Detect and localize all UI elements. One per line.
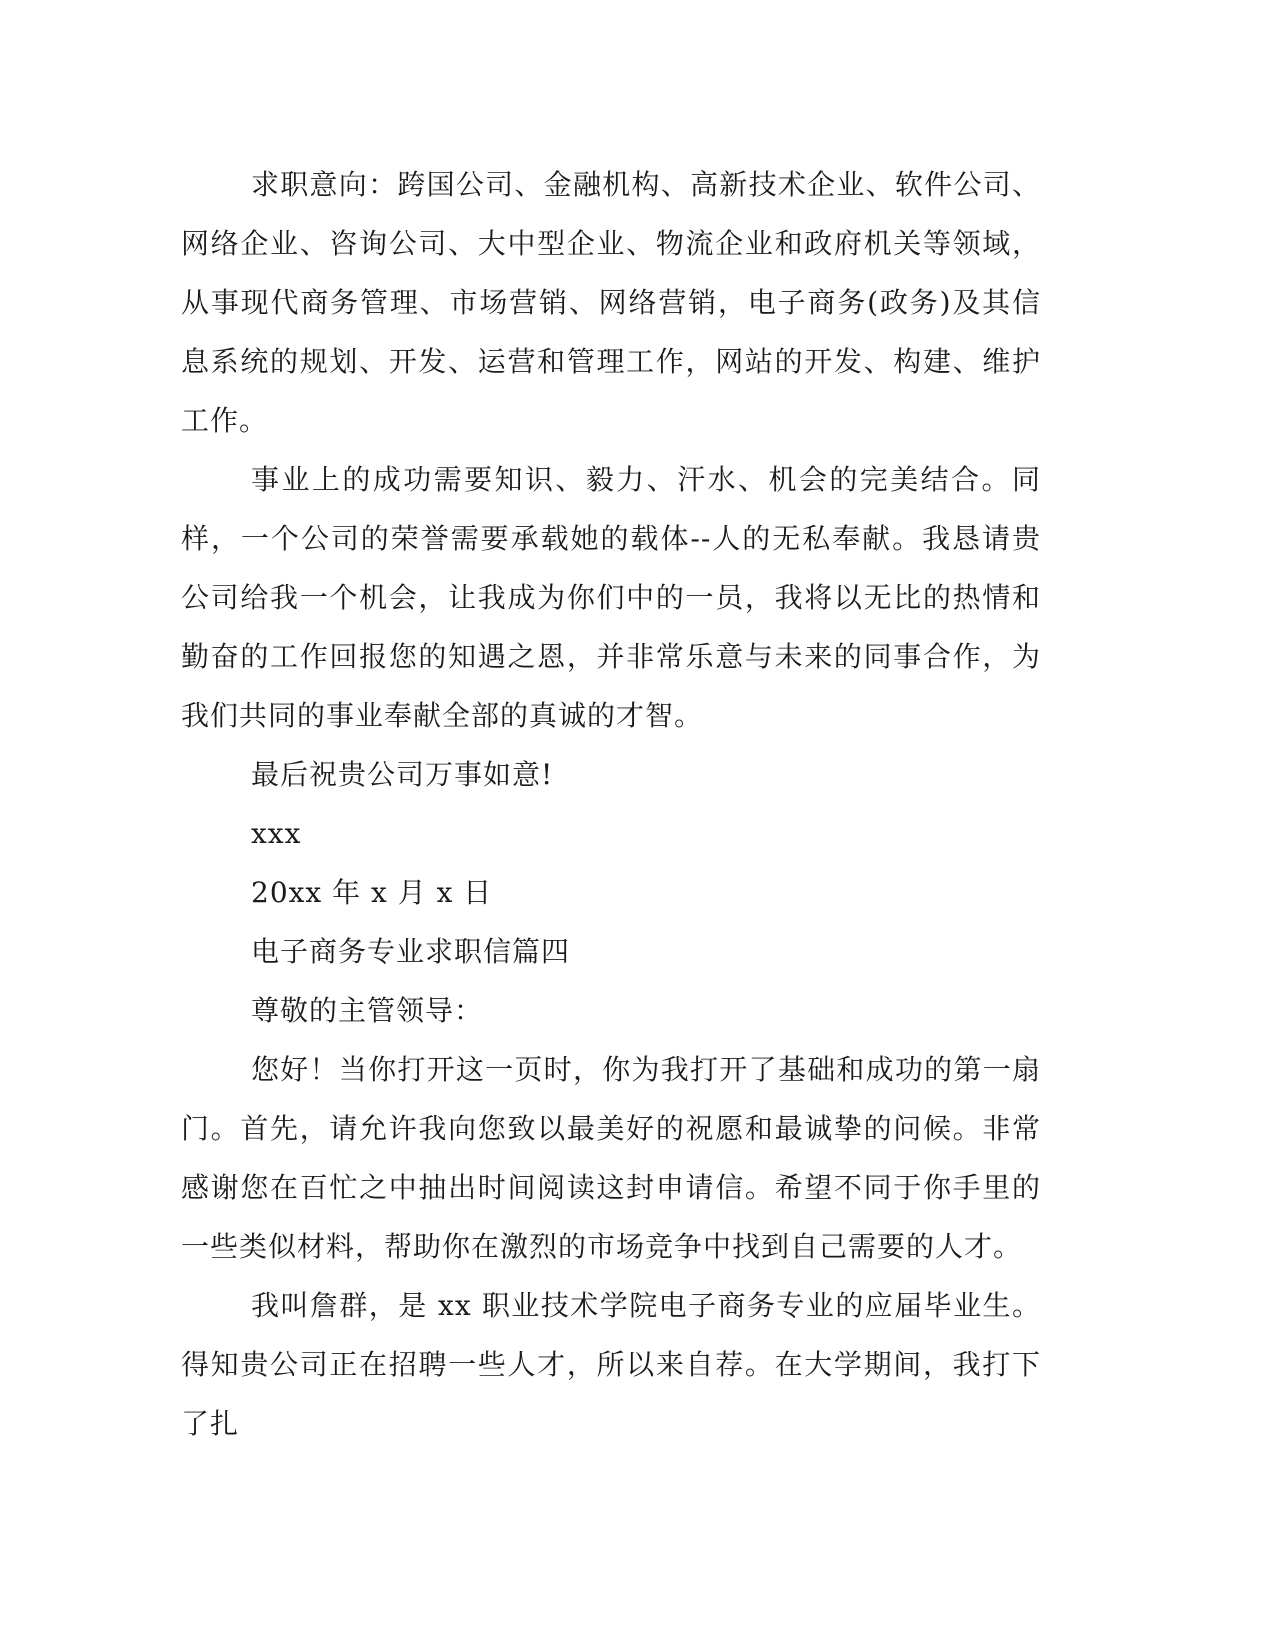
paragraph-introduction: 我叫詹群，是 xx 职业技术学院电子商务专业的应届毕业生。得知贵公司正在招聘一些人才，所以来自荐。在大学期间，我打下了扎 <box>181 1289 1041 1440</box>
signature-date: 20xx 年 x 月 x 日 <box>251 876 493 909</box>
salutation: 尊敬的主管领导： <box>251 994 484 1027</box>
signature-name: xxx <box>251 817 302 850</box>
paragraph-career-success: 事业上的成功需要知识、毅力、汗水、机会的完美结合。同样，一个公司的荣誉需要承载她的载体--人的无私奉献。我恳请贵公司给我一个机会，让我成为你们中的一员，我将以无比的热情和勤奋的工作回报您的知遇之恩，并非常乐意与未来的同事合作，为我们共同的事业奉献全部的真诚的才智。 <box>181 463 1041 732</box>
paragraph-greeting: 您好！当你打开这一页时，你为我打开了基础和成功的第一扇门。首先，请允许我向您致以最美好的祝愿和最诚挚的问候。非常感谢您在百忙之中抽出时间阅读这封申请信。希望不同于你手里的一些类似材料，帮助你在激烈的市场竞争中找到自己需要的人才。 <box>181 1053 1041 1263</box>
section-title: 电子商务专业求职信篇四 <box>251 935 571 968</box>
document-body <box>181 155 1041 1453</box>
paragraph-closing-wish: 最后祝贵公司万事如意! <box>251 758 554 791</box>
paragraph-job-intention: 求职意向：跨国公司、金融机构、高新技术企业、软件公司、网络企业、咨询公司、大中型企业、物流企业和政府机关等领域，从事现代商务管理、市场营销、网络营销，电子商务(政务)及其信息系统的规划、开发、运营和管理工作，网站的开发、构建、维护工作。 <box>181 168 1041 437</box>
